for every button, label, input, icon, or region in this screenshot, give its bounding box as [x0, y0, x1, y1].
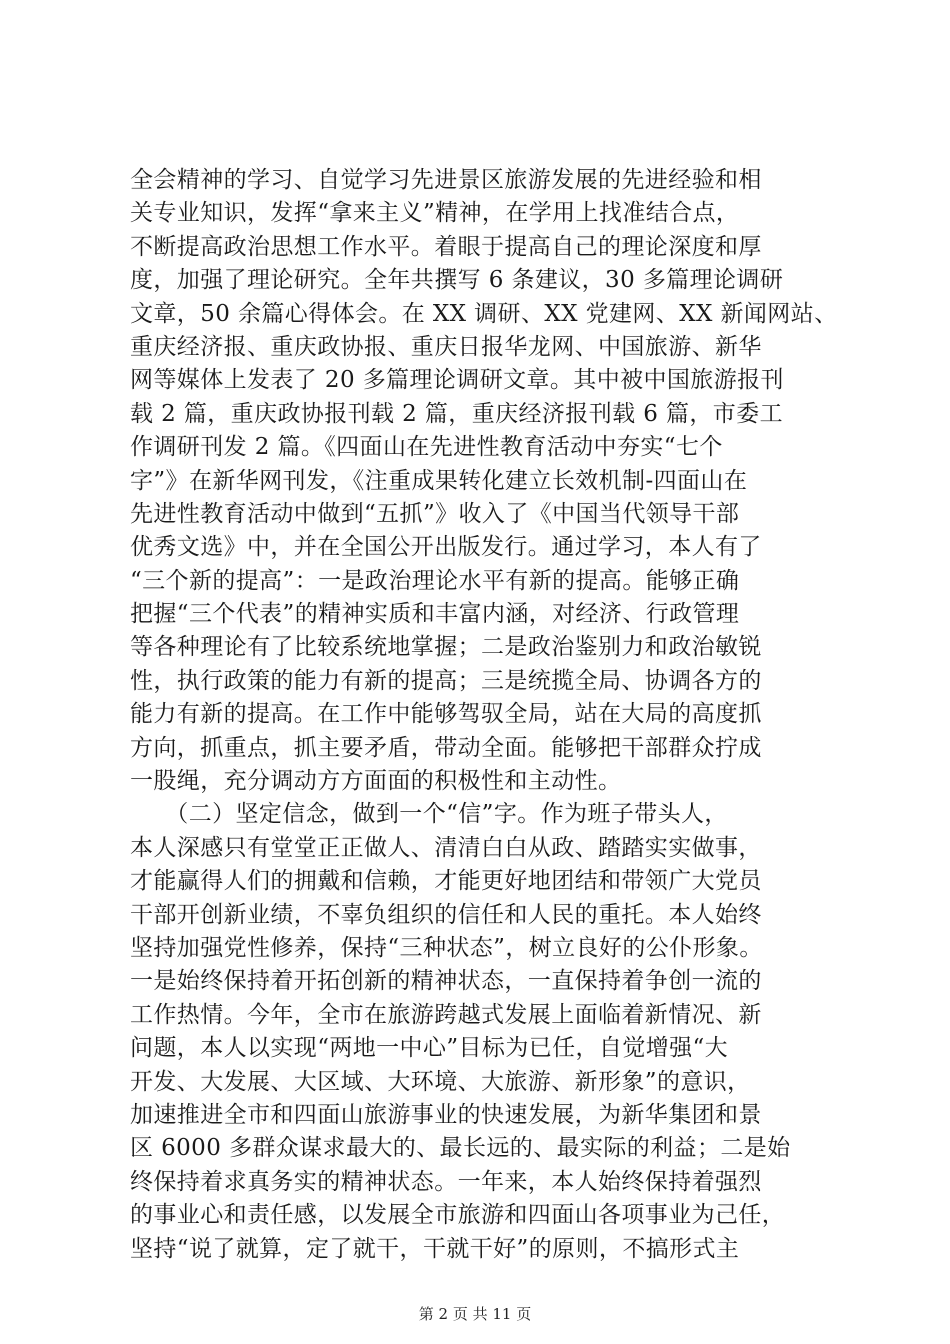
text-line: 重庆经济报、重庆政协报、重庆日报华龙网、中国旅游、新华 — [130, 333, 762, 360]
text-line: 加速推进全市和四面山旅游事业的快速发展，为新华集团和景 — [130, 1101, 762, 1128]
text-line: 把握“三个代表”的精神实质和丰富内涵，对经济、行政管理 — [130, 601, 740, 628]
text-line: 工作热情。今年，全市在旅游跨越式发展上面临着新情况、新 — [130, 1001, 762, 1028]
text-line: 一股绳，充分调动方方面面的积极性和主动性。 — [130, 768, 622, 795]
text-line: 载 2 篇，重庆政协报刊载 2 篇，重庆经济报刊载 6 篇，市委工 — [130, 400, 783, 427]
text-line: 问题，本人以实现“两地一中心”目标为已任，自觉增强“大 — [130, 1035, 729, 1062]
text-line: 文章，50 余篇心得体会。在 XX 调研、XX 党建网、XX 新闻网站、 — [130, 300, 838, 327]
text-line: 本人深感只有堂堂正正做人、清清白白从政、踏踏实实做事， — [130, 834, 762, 861]
text-line: 优秀文选》中，并在全国公开出版发行。通过学习，本人有了 — [130, 534, 762, 561]
text-line: 全会精神的学习、自觉学习先进景区旅游发展的先进经验和相 — [130, 167, 762, 193]
text-line: 干部开创新业绩，不辜负组织的信任和人民的重托。本人始终 — [130, 901, 762, 928]
text-line: 区 6000 多群众谋求最大的、最长远的、最实际的利益；二是始 — [130, 1135, 791, 1162]
text-line: 关专业知识，发挥“拿来主义”精神，在学用上找准结合点， — [130, 200, 740, 227]
text-line: 终保持着求真务实的精神状态。一年来，本人始终保持着强烈 — [130, 1168, 762, 1195]
text-line: 的事业心和责任感，以发展全市旅游和四面山各项事业为己任， — [130, 1202, 786, 1229]
text-line: 一是始终保持着开拓创新的精神状态，一直保持着争创一流的 — [130, 968, 762, 995]
page-number-footer: 第 2 页 共 11 页 — [418, 1305, 532, 1323]
text-line: 坚持加强党性修养，保持“三种状态”，树立良好的公仆形象。 — [130, 934, 763, 961]
text-line: 等各种理论有了比较系统地掌握；二是政治鉴别力和政治敏锐 — [130, 634, 762, 661]
text-line: 度，加强了理论研究。全年共撰写 6 条建议，30 多篇理论调研 — [130, 267, 784, 294]
text-line: 能力有新的提高。在工作中能够驾驭全局，站在大局的高度抓 — [130, 701, 762, 728]
text-line: 作调研刊发 2 篇。《四面山在先进性教育活动中夯实“七个 — [130, 434, 723, 461]
text-line: 方向，抓重点，抓主要矛盾，带动全面。能够把干部群众拧成 — [130, 734, 762, 761]
text-line: 不断提高政治思想工作水平。着眼于提高自己的理论深度和厚 — [130, 233, 762, 260]
text-line: 才能赢得人们的拥戴和信赖，才能更好地团结和带领广大党员 — [130, 868, 762, 895]
body-text — [130, 164, 838, 1266]
text-line: 性，执行政策的能力有新的提高；三是统揽全局、协调各方的 — [130, 667, 762, 694]
text-line: 开发、大发展、大区域、大环境、大旅游、新形象”的意识， — [130, 1068, 751, 1095]
text-line: 网等媒体上发表了 20 多篇理论调研文章。其中被中国旅游报刊 — [130, 367, 784, 394]
section-heading-line: （二）坚定信念，做到一个“信”字。作为班子带头人， — [130, 801, 728, 828]
text-line: 坚持“说了就算，定了就干，干就干好”的原则，不搞形式主 — [130, 1235, 740, 1262]
text-line: 先进性教育活动中做到“五抓”》收入了《中国当代领导干部 — [130, 500, 740, 527]
text-line: “三个新的提高”：一是政治理论水平有新的提高。能够正确 — [130, 567, 740, 594]
text-line: 字”》在新华网刊发，《注重成果转化建立长效机制-四面山在 — [130, 467, 748, 494]
